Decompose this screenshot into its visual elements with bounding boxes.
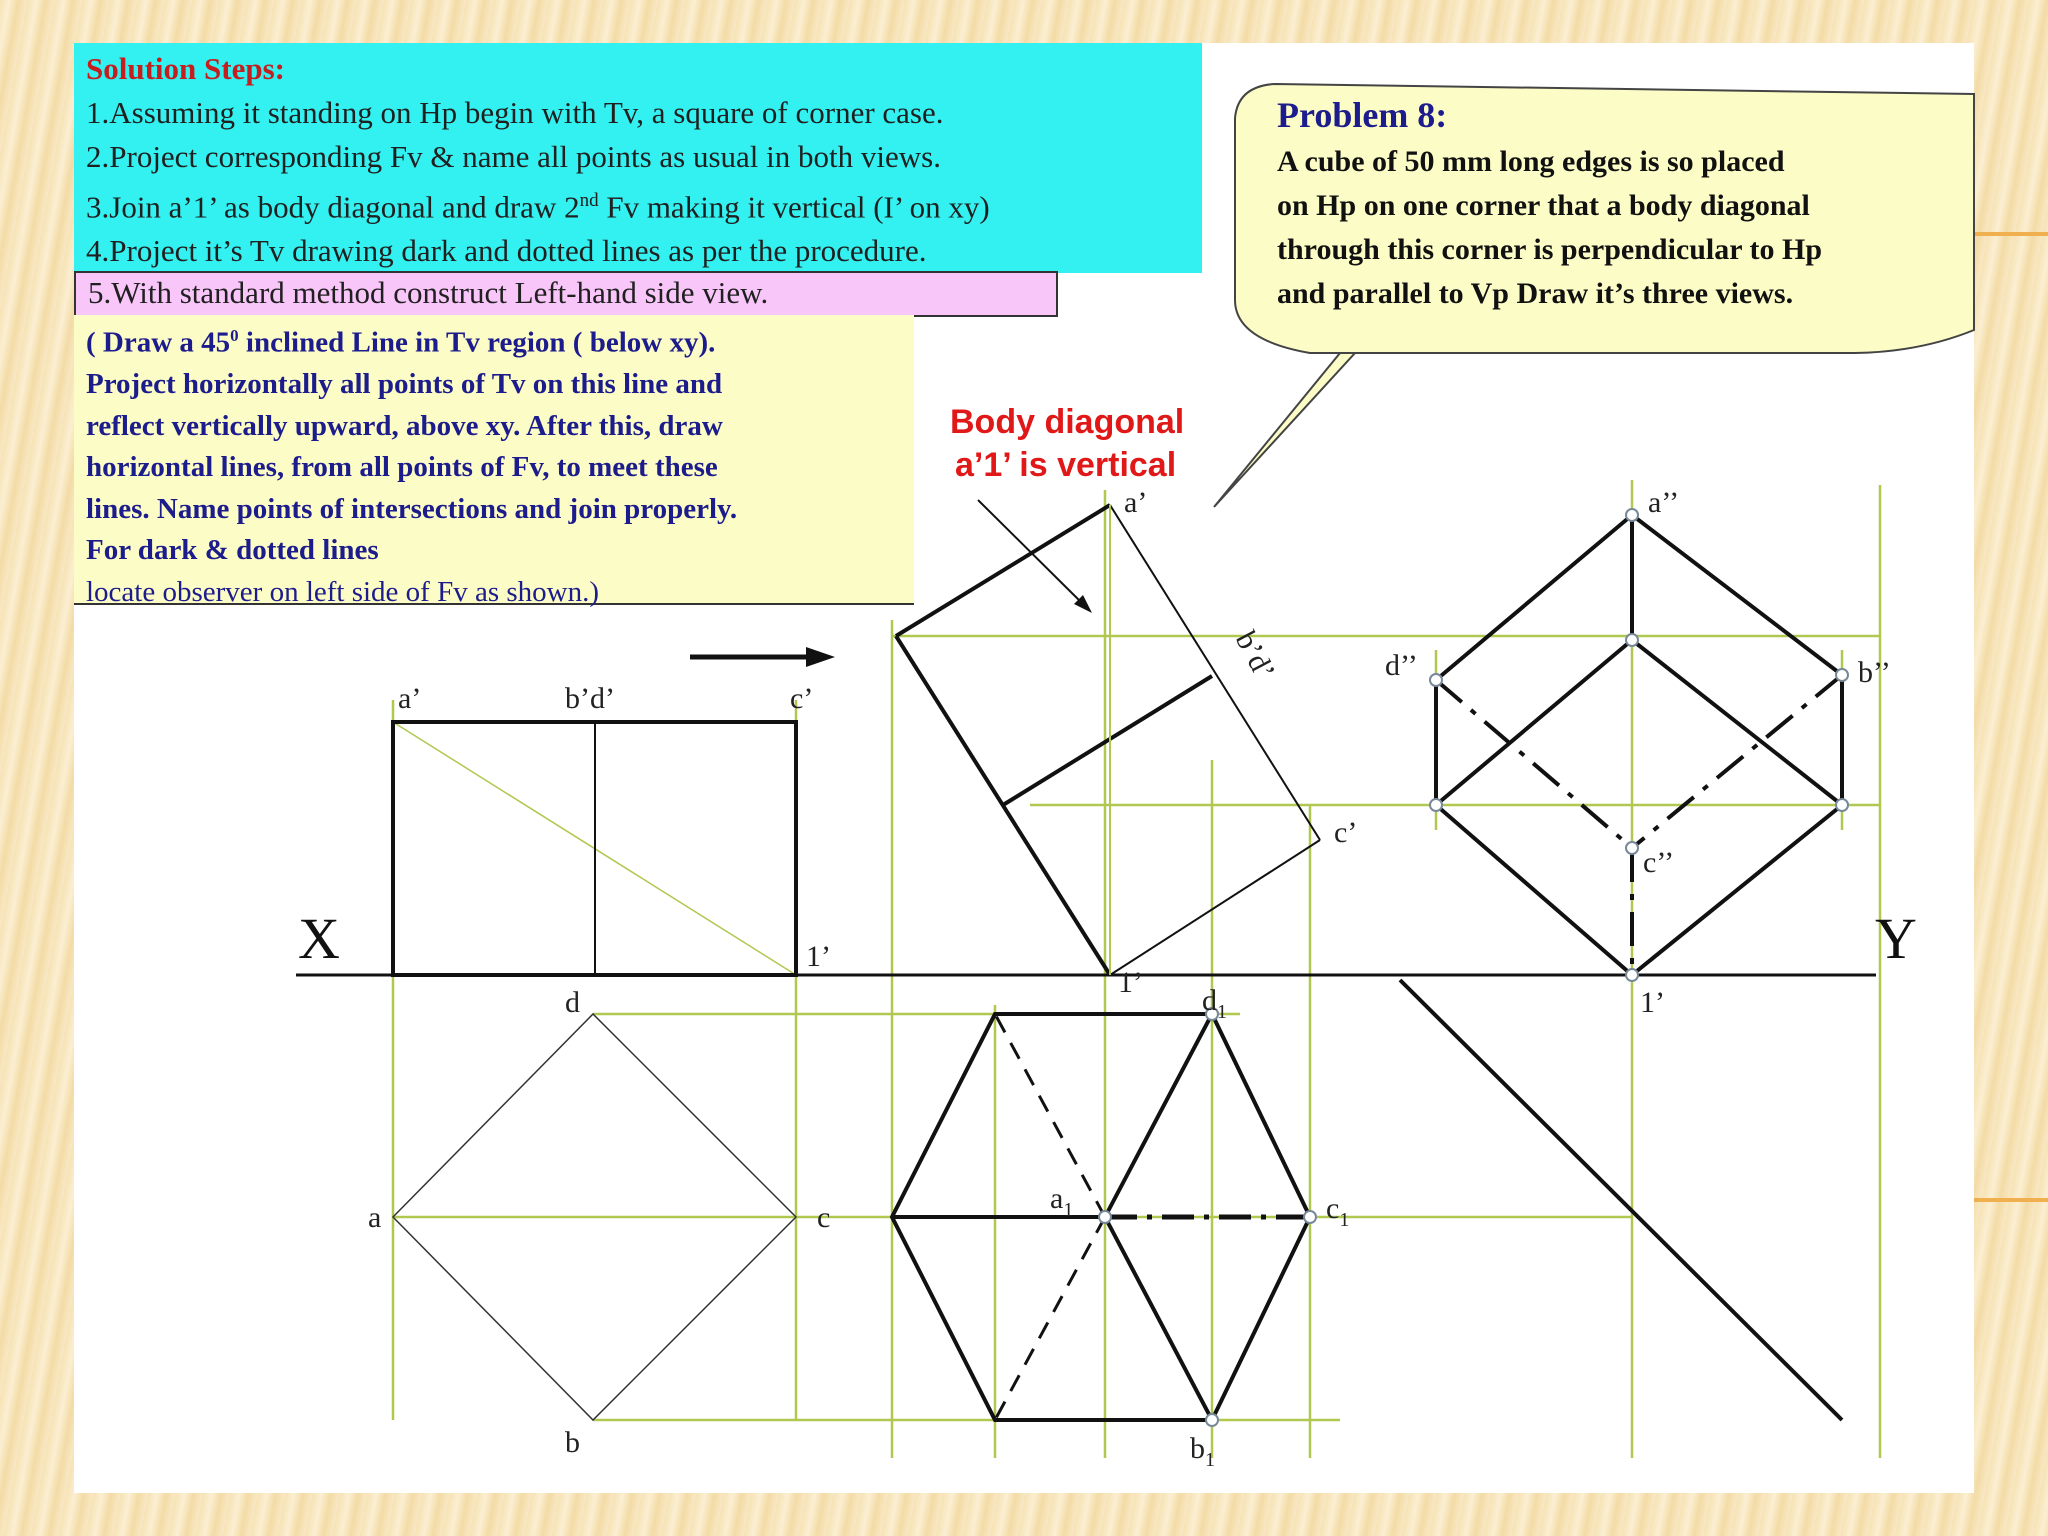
step-3-text-end: Fv making it vertical (I’ on xy) — [598, 189, 990, 225]
step-3-superscript: nd — [579, 190, 599, 211]
point-a1 — [1099, 1211, 1111, 1223]
fv2-label-a: a’ — [1124, 486, 1148, 519]
sv-label-d: d’’ — [1385, 649, 1418, 682]
tv2-label-a-letter: a — [1050, 1182, 1064, 1215]
problem-line-3: through this corner is perpendicular to Hp — [1277, 233, 1823, 266]
fv2-label-c: c’ — [1334, 816, 1358, 849]
fv-label-a: a’ — [398, 682, 422, 715]
note-line-4: horizontal lines, from all points of Fv, to meet these — [86, 451, 718, 484]
fv2-label-1: 1’ — [1118, 966, 1143, 999]
point-c1 — [1304, 1211, 1316, 1223]
tv2-label-c — [1326, 1192, 1349, 1231]
label-y: Y — [1875, 906, 1917, 971]
sv-label-b: b’’ — [1858, 656, 1891, 689]
step-5: 5.With standard method construct Left-hand side view. — [74, 271, 1058, 317]
line-45-degree — [1400, 980, 1842, 1420]
label-x: X — [298, 906, 340, 971]
front-view-2-thin — [1110, 505, 1320, 975]
note-line-1-text: ( Draw a 45 — [86, 326, 231, 359]
tv2-label-b-sub: 1 — [1205, 1449, 1215, 1471]
note-line-3: reflect vertically upward, above xy. After this, draw — [86, 409, 723, 442]
fv-label-bd: b’d’ — [565, 682, 615, 715]
point-d-double-prime — [1430, 674, 1442, 686]
fv-label-1: 1’ — [806, 940, 831, 973]
note-line-1-end: inclined Line in Tv region ( below xy). — [238, 326, 716, 359]
note-line-6: For dark & dotted lines — [86, 534, 379, 567]
point-b1 — [1206, 1414, 1218, 1426]
tv2-label-a-sub: 1 — [1063, 1199, 1074, 1221]
point-side-right — [1836, 799, 1848, 811]
sv-label-1: 1’ — [1640, 986, 1665, 1019]
step-4: 4.Project it’s Tv drawing dark and dotted lines as per the procedure. — [86, 233, 927, 269]
problem-line-4: and parallel to Vp Draw it’s three views. — [1277, 277, 1794, 310]
sv-label-c: c’’ — [1643, 846, 1675, 879]
tv-label-d: d — [565, 986, 580, 1019]
note-degree: 0 — [230, 326, 239, 345]
problem-line-2: on Hp on one corner that a body diagonal — [1277, 189, 1810, 222]
problem-title: Problem 8: — [1277, 95, 1448, 135]
sv-label-a: a’’ — [1648, 486, 1680, 519]
point-side-top — [1626, 634, 1638, 646]
callout-pointer — [978, 500, 1085, 606]
point-c-double-prime — [1626, 842, 1638, 854]
problem-line-1: A cube of 50 mm long edges is so placed — [1277, 145, 1785, 178]
point-a-double-prime — [1626, 509, 1638, 521]
step-2: 2.Project corresponding Fv & name all points as usual in both views. — [86, 139, 941, 174]
note-line-7: locate observer on left side of Fv as shown.) — [86, 575, 600, 608]
tv2-label-d-sub: 1 — [1217, 1001, 1227, 1023]
tv-label-a: a — [368, 1201, 382, 1234]
side-view-hidden — [1436, 675, 1842, 975]
side-view — [1436, 515, 1842, 975]
fv2-label-bd: b’d’ — [1228, 625, 1282, 686]
point-side-left — [1430, 799, 1442, 811]
tv2-label-c-letter: c — [1326, 1192, 1340, 1225]
tv-label-b: b — [565, 1426, 580, 1459]
callout-line-2: a’1’ is vertical — [955, 446, 1177, 484]
step-1: 1.Assuming it standing on Hp begin with Tv, a square of corner case. — [86, 95, 944, 130]
callout-line-1: Body diagonal — [950, 403, 1185, 441]
solution-steps-title: Solution Steps: — [86, 51, 285, 86]
fv-label-c: c’ — [790, 682, 814, 715]
point-side-bottom — [1626, 969, 1638, 981]
tv2-label-b-letter: b — [1190, 1432, 1205, 1465]
note-line-5: lines. Name points of intersections and join properly. — [86, 492, 738, 525]
tv2-label-c-sub: 1 — [1339, 1209, 1350, 1231]
observer-arrow-head — [806, 647, 835, 667]
step-3-text: 3.Join a’1’ as body diagonal and draw 2 — [86, 189, 580, 225]
tv2-label-d-letter: d — [1202, 984, 1217, 1017]
tv-label-c: c — [817, 1201, 831, 1234]
point-b-double-prime — [1836, 669, 1848, 681]
note-line-2: Project horizontally all points of Tv on this line and — [86, 368, 723, 401]
